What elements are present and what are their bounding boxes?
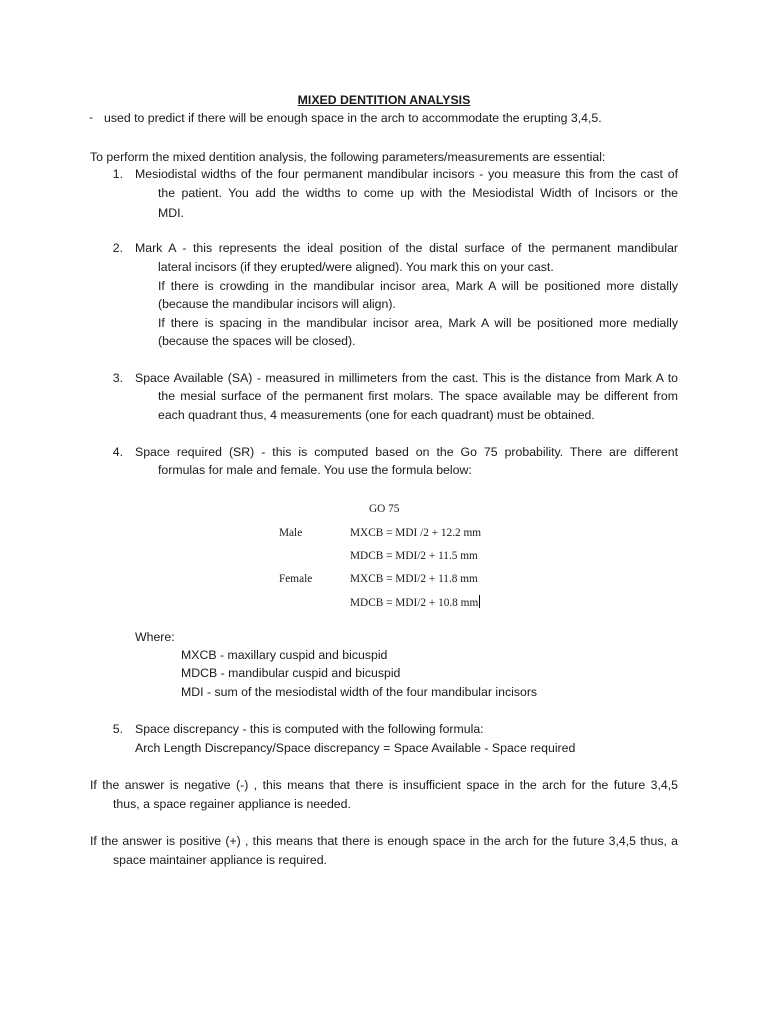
item-2-line-4: (because the mandibular incisors will align).: [158, 297, 396, 311]
item-2-line-5: If there is spacing in the mandibular incisor area, Mark A will be positioned more medially: [158, 316, 678, 330]
formula-row-1-label: Male: [279, 527, 303, 539]
text-cursor: [479, 595, 480, 608]
formula-table-heading: GO 75: [369, 503, 400, 515]
item-5-number: 5.: [112, 722, 123, 736]
item-4-line-1: Space required (SR) - this is computed based on the Go 75 probability. There are different: [135, 445, 678, 459]
item-2-number: 2.: [112, 241, 123, 255]
item-3-line-3: each quadrant thus, 4 measurements (one for each quadrant) must be obtained.: [158, 408, 595, 422]
item-1-line-1: Mesiodistal widths of the four permanent mandibular incisors - you measure this from the cast of: [135, 167, 678, 181]
item-3-number: 3.: [112, 371, 123, 385]
where-def-mxcb: MXCB - maxillary cuspid and bicuspid: [181, 648, 388, 662]
page-title: MIXED DENTITION ANALYSIS: [297, 93, 471, 107]
intro-text: used to predict if there will be enough space in the arch to accommodate the erupting 3,4,5.: [104, 111, 602, 125]
negative-line-2: thus, a space regainer appliance is needed.: [113, 797, 351, 811]
formula-row-3-formula: MXCB = MDI/2 + 11.8 mm: [350, 573, 478, 585]
negative-line-1: If the answer is negative (-) , this means that there is insufficient space in the arch for the future 3,4,5: [90, 778, 678, 792]
item-5-line-2: Arch Length Discrepancy/Space discrepancy = Space Available - Space required: [135, 741, 576, 755]
item-2-line-1: Mark A - this represents the ideal position of the distal surface of the permanent mandibular: [135, 241, 678, 255]
where-label: Where:: [135, 630, 175, 644]
item-4-number: 4.: [112, 445, 123, 459]
bullet-dash: -: [89, 110, 93, 124]
formula-row-4-formula: MDCB = MDI/2 + 10.8 mm: [350, 597, 479, 609]
params-intro: To perform the mixed dentition analysis, the following parameters/measurements are essential:: [90, 150, 606, 164]
where-def-mdcb: MDCB - mandibular cuspid and bicuspid: [181, 666, 401, 680]
item-1-line-3: MDI.: [158, 206, 184, 220]
positive-line-1: If the answer is positive (+) , this means that there is enough space in the arch for the future 3,4,5 thus, a: [90, 834, 678, 848]
item-5-line-1: Space discrepancy - this is computed with the following formula:: [135, 722, 484, 736]
where-def-mdi: MDI - sum of the mesiodistal width of the four mandibular incisors: [181, 685, 538, 699]
formula-row-1-formula: MXCB = MDI /2 + 12.2 mm: [350, 527, 482, 539]
formula-row-2-formula: MDCB = MDI/2 + 11.5 mm: [350, 550, 478, 562]
item-2-line-2: lateral incisors (if they erupted/were aligned). You mark this on your cast.: [158, 260, 554, 274]
item-1-line-2: the patient. You add the widths to come up with the Mesiodistal Width of Incisors or the: [158, 186, 678, 200]
formula-row-3-label: Female: [279, 573, 313, 585]
item-4-line-2: formulas for male and female. You use the formula below:: [158, 463, 472, 477]
item-1-number: 1.: [112, 167, 123, 181]
item-2-line-3: If there is crowding in the mandibular incisor area, Mark A will be positioned more distally: [158, 279, 678, 293]
item-3-line-1: Space Available (SA) - measured in millimeters from the cast. This is the distance from Mark A to: [135, 371, 678, 385]
positive-line-2: space maintainer appliance is required.: [113, 853, 327, 867]
item-2-line-6: (because the spaces will be closed).: [158, 334, 356, 348]
item-3-line-2: the mesial surface of the permanent first molars. The space available may be different from: [158, 389, 678, 403]
